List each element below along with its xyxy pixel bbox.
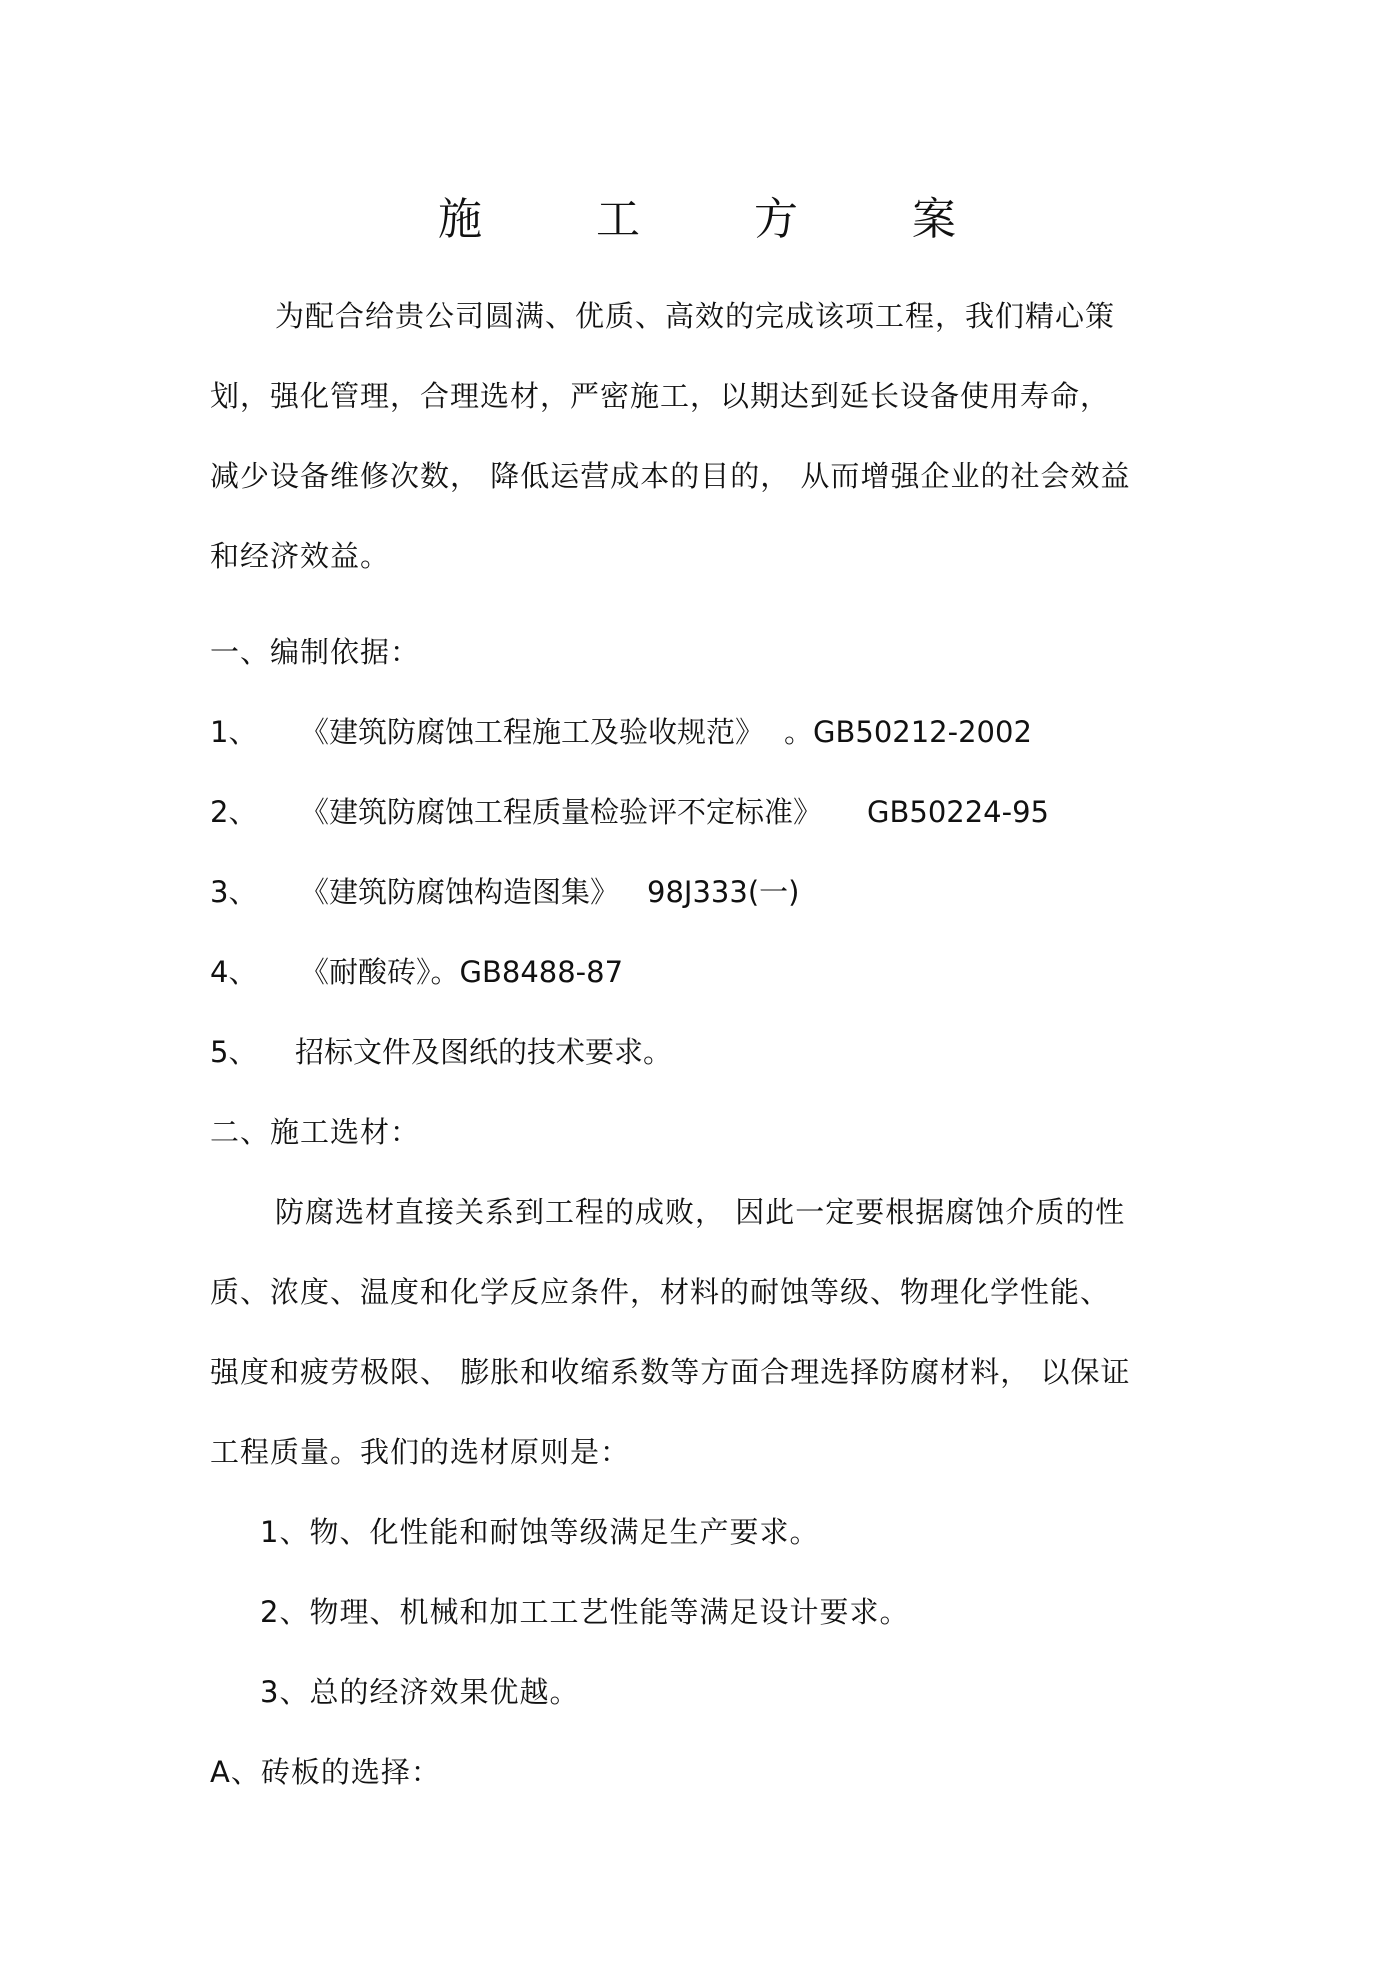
reference-number: 3、 xyxy=(210,875,258,909)
reference-item xyxy=(210,872,799,912)
reference-number: 5、 xyxy=(210,1035,258,1069)
principle-item: 1、物、化性能和耐蚀等级满足生产要求。 xyxy=(260,1515,820,1549)
intro-line-2: 划，强化管理，合理选材，严密施工，以期达到延长设备使用寿命， xyxy=(210,379,1111,413)
reference-code: GB50224-95 xyxy=(867,795,1050,829)
reference-title: 《建筑防腐蚀工程质量检验评不定标准》 xyxy=(300,795,823,829)
principle-item: 3、总的经济效果优越。 xyxy=(260,1675,580,1709)
reference-item xyxy=(210,952,623,992)
intro-line-3: 减少设备维修次数， 降低运营成本的目的， 从而增强企业的社会效益 xyxy=(210,459,1131,493)
reference-item xyxy=(210,792,1049,832)
reference-number: 1、 xyxy=(210,715,258,749)
section1-heading: 一、编制依据： xyxy=(210,635,421,669)
intro-line-1: 为配合给贵公司圆满、优质、高效的完成该项工程，我们精心策 xyxy=(275,299,1116,333)
reference-code: 。GB50212-2002 xyxy=(784,715,1032,749)
section2-heading: 二、施工选材： xyxy=(210,1115,421,1149)
reference-title: 《建筑防腐蚀工程施工及验收规范》 xyxy=(300,715,765,749)
reference-item xyxy=(210,1032,672,1072)
sectionA-heading: A、砖板的选择： xyxy=(210,1755,441,1789)
reference-code: 98J333(一) xyxy=(647,875,800,909)
section2-line-4: 工程质量。我们的选材原则是： xyxy=(210,1435,631,1469)
reference-number: 4、 xyxy=(210,955,258,989)
reference-item xyxy=(210,712,1032,752)
reference-number: 2、 xyxy=(210,795,258,829)
section2-line-2: 质、浓度、温度和化学反应条件，材料的耐蚀等级、物理化学性能、 xyxy=(210,1275,1111,1309)
section2-line-3: 强度和疲劳极限、 膨胀和收缩系数等方面合理选择防腐材料， 以保证 xyxy=(210,1355,1131,1389)
reference-title: 《建筑防腐蚀构造图集》 xyxy=(300,875,620,909)
intro-line-4: 和经济效益。 xyxy=(210,539,391,573)
principle-item: 2、物理、机械和加工工艺性能等满足设计要求。 xyxy=(260,1595,910,1629)
document-title: 施 工 方 案 xyxy=(438,194,1006,245)
reference-title: 《耐酸砖》。GB8488-87 xyxy=(300,955,624,989)
section2-line-1: 防腐选材直接关系到工程的成败， 因此一定要根据腐蚀介质的性 xyxy=(275,1195,1126,1229)
reference-title: 招标文件及图纸的技术要求。 xyxy=(295,1035,673,1069)
